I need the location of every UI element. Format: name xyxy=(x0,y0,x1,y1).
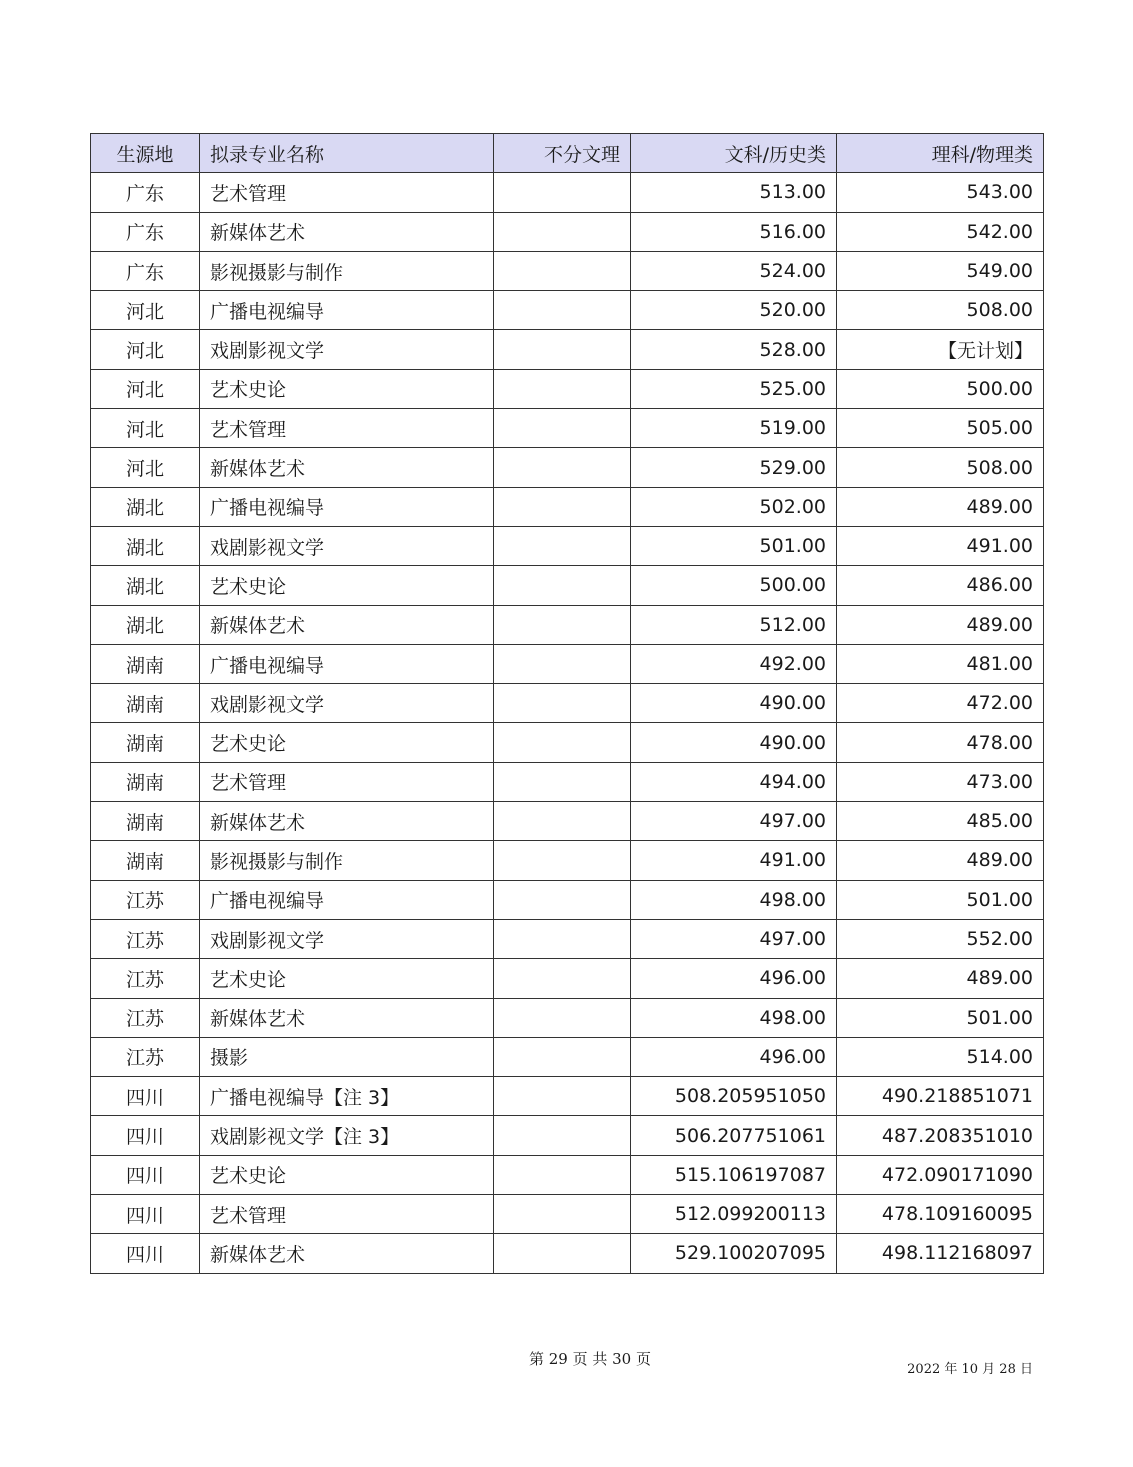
table-row xyxy=(91,998,1044,1037)
cell-science-score: 489.00 xyxy=(837,605,1044,644)
cell-no-division xyxy=(494,251,631,290)
cell-major: 戏剧影视文学【注 3】 xyxy=(200,1116,494,1155)
cell-major: 摄影 xyxy=(200,1037,494,1076)
table-row xyxy=(91,762,1044,801)
cell-province: 江苏 xyxy=(91,998,200,1037)
table-row xyxy=(91,802,1044,841)
header-science-physics: 理科/物理类 xyxy=(837,134,1044,173)
cell-arts-score: 525.00 xyxy=(631,369,837,408)
cell-major: 新媒体艺术 xyxy=(200,448,494,487)
cell-arts-score: 490.00 xyxy=(631,723,837,762)
cell-arts-score: 512.099200113 xyxy=(631,1195,837,1234)
cell-no-division xyxy=(494,487,631,526)
cell-arts-score: 494.00 xyxy=(631,762,837,801)
cell-no-division xyxy=(494,173,631,212)
cell-arts-score: 501.00 xyxy=(631,526,837,565)
cell-arts-score: 508.205951050 xyxy=(631,1077,837,1116)
cell-province: 河北 xyxy=(91,369,200,408)
cell-arts-score: 500.00 xyxy=(631,566,837,605)
cell-no-division xyxy=(494,409,631,448)
cell-major: 戏剧影视文学 xyxy=(200,684,494,723)
cell-no-division xyxy=(494,1155,631,1194)
cell-no-division xyxy=(494,369,631,408)
table-row xyxy=(91,448,1044,487)
cell-province: 河北 xyxy=(91,448,200,487)
table-row xyxy=(91,1116,1044,1155)
cell-science-score: 514.00 xyxy=(837,1037,1044,1076)
cell-major: 广播电视编导 xyxy=(200,487,494,526)
header-no-division: 不分文理 xyxy=(494,134,631,173)
cell-arts-score: 512.00 xyxy=(631,605,837,644)
cell-arts-score: 498.00 xyxy=(631,998,837,1037)
page-date: 2022 年 10 月 28 日 xyxy=(907,1362,1033,1377)
cell-arts-score: 498.00 xyxy=(631,880,837,919)
cell-major: 广播电视编导 xyxy=(200,880,494,919)
cell-no-division xyxy=(494,1195,631,1234)
cell-arts-score: 490.00 xyxy=(631,684,837,723)
cell-no-division xyxy=(494,330,631,369)
cell-province: 河北 xyxy=(91,291,200,330)
cell-arts-score: 506.207751061 xyxy=(631,1116,837,1155)
cell-science-score: 543.00 xyxy=(837,173,1044,212)
cell-no-division xyxy=(494,1077,631,1116)
cell-major: 广播电视编导 xyxy=(200,291,494,330)
cell-science-score: 501.00 xyxy=(837,880,1044,919)
cell-major: 艺术管理 xyxy=(200,173,494,212)
cell-science-score: 542.00 xyxy=(837,212,1044,251)
table-row xyxy=(91,723,1044,762)
cell-province: 湖北 xyxy=(91,605,200,644)
cell-no-division xyxy=(494,998,631,1037)
cell-province: 广东 xyxy=(91,173,200,212)
cell-major: 广播电视编导【注 3】 xyxy=(200,1077,494,1116)
cell-province: 四川 xyxy=(91,1155,200,1194)
cell-major: 广播电视编导 xyxy=(200,644,494,683)
cell-province: 四川 xyxy=(91,1195,200,1234)
cell-no-division xyxy=(494,841,631,880)
cell-science-score: 490.218851071 xyxy=(837,1077,1044,1116)
page-number: 第 29 页 共 30 页 xyxy=(528,1350,651,1368)
cell-arts-score: 502.00 xyxy=(631,487,837,526)
header-province: 生源地 xyxy=(91,134,200,173)
cell-science-score: 481.00 xyxy=(837,644,1044,683)
table-row xyxy=(91,487,1044,526)
cell-no-division xyxy=(494,212,631,251)
table-body xyxy=(91,173,1044,1273)
cell-province: 湖南 xyxy=(91,684,200,723)
cell-major: 影视摄影与制作 xyxy=(200,841,494,880)
cell-science-score: 【无计划】 xyxy=(837,330,1044,369)
cell-major: 影视摄影与制作 xyxy=(200,251,494,290)
table-row xyxy=(91,880,1044,919)
cell-major: 新媒体艺术 xyxy=(200,212,494,251)
cell-science-score: 487.208351010 xyxy=(837,1116,1044,1155)
table-row xyxy=(91,526,1044,565)
cell-no-division xyxy=(494,1234,631,1273)
cell-no-division xyxy=(494,644,631,683)
cell-major: 艺术史论 xyxy=(200,566,494,605)
cell-science-score: 508.00 xyxy=(837,291,1044,330)
cell-no-division xyxy=(494,1116,631,1155)
header-arts-history: 文科/历史类 xyxy=(631,134,837,173)
admission-score-table xyxy=(90,133,1044,1274)
table-row xyxy=(91,1195,1044,1234)
cell-no-division xyxy=(494,723,631,762)
cell-no-division xyxy=(494,605,631,644)
cell-major: 戏剧影视文学 xyxy=(200,330,494,369)
cell-major: 艺术史论 xyxy=(200,369,494,408)
cell-science-score: 501.00 xyxy=(837,998,1044,1037)
cell-province: 湖北 xyxy=(91,526,200,565)
cell-arts-score: 497.00 xyxy=(631,802,837,841)
cell-no-division xyxy=(494,684,631,723)
cell-province: 湖南 xyxy=(91,762,200,801)
table-row xyxy=(91,605,1044,644)
cell-no-division xyxy=(494,880,631,919)
cell-major: 新媒体艺术 xyxy=(200,605,494,644)
cell-science-score: 505.00 xyxy=(837,409,1044,448)
cell-province: 四川 xyxy=(91,1077,200,1116)
table-row xyxy=(91,409,1044,448)
table-row xyxy=(91,1155,1044,1194)
cell-arts-score: 497.00 xyxy=(631,919,837,958)
table-row xyxy=(91,684,1044,723)
cell-no-division xyxy=(494,526,631,565)
cell-science-score: 500.00 xyxy=(837,369,1044,408)
table-row xyxy=(91,369,1044,408)
cell-science-score: 473.00 xyxy=(837,762,1044,801)
cell-science-score: 489.00 xyxy=(837,841,1044,880)
cell-major: 艺术管理 xyxy=(200,1195,494,1234)
cell-no-division xyxy=(494,802,631,841)
cell-province: 江苏 xyxy=(91,1037,200,1076)
cell-major: 戏剧影视文学 xyxy=(200,526,494,565)
cell-arts-score: 524.00 xyxy=(631,251,837,290)
cell-province: 湖北 xyxy=(91,487,200,526)
cell-major: 新媒体艺术 xyxy=(200,802,494,841)
cell-province: 广东 xyxy=(91,212,200,251)
cell-science-score: 498.112168097 xyxy=(837,1234,1044,1273)
header-major: 拟录专业名称 xyxy=(200,134,494,173)
table-row xyxy=(91,330,1044,369)
cell-province: 湖南 xyxy=(91,802,200,841)
cell-no-division xyxy=(494,1037,631,1076)
cell-science-score: 472.00 xyxy=(837,684,1044,723)
cell-arts-score: 496.00 xyxy=(631,959,837,998)
table-row xyxy=(91,566,1044,605)
cell-arts-score: 513.00 xyxy=(631,173,837,212)
cell-no-division xyxy=(494,448,631,487)
table-row xyxy=(91,841,1044,880)
cell-arts-score: 528.00 xyxy=(631,330,837,369)
cell-major: 艺术史论 xyxy=(200,959,494,998)
cell-province: 江苏 xyxy=(91,880,200,919)
table-row xyxy=(91,919,1044,958)
cell-arts-score: 515.106197087 xyxy=(631,1155,837,1194)
cell-major: 艺术管理 xyxy=(200,762,494,801)
cell-province: 湖北 xyxy=(91,566,200,605)
cell-province: 四川 xyxy=(91,1234,200,1273)
cell-science-score: 486.00 xyxy=(837,566,1044,605)
table-row xyxy=(91,251,1044,290)
cell-major: 新媒体艺术 xyxy=(200,998,494,1037)
table-row xyxy=(91,1234,1044,1273)
cell-major: 戏剧影视文学 xyxy=(200,919,494,958)
cell-no-division xyxy=(494,762,631,801)
table-row xyxy=(91,959,1044,998)
cell-arts-score: 491.00 xyxy=(631,841,837,880)
cell-arts-score: 516.00 xyxy=(631,212,837,251)
cell-arts-score: 529.100207095 xyxy=(631,1234,837,1273)
cell-province: 四川 xyxy=(91,1116,200,1155)
cell-major: 新媒体艺术 xyxy=(200,1234,494,1273)
cell-province: 湖南 xyxy=(91,841,200,880)
table-row xyxy=(91,1077,1044,1116)
table-row xyxy=(91,212,1044,251)
cell-science-score: 508.00 xyxy=(837,448,1044,487)
cell-science-score: 552.00 xyxy=(837,919,1044,958)
cell-major: 艺术史论 xyxy=(200,723,494,762)
cell-province: 江苏 xyxy=(91,959,200,998)
cell-science-score: 489.00 xyxy=(837,959,1044,998)
table-row xyxy=(91,1037,1044,1076)
table-row xyxy=(91,644,1044,683)
cell-province: 河北 xyxy=(91,409,200,448)
cell-province: 湖南 xyxy=(91,723,200,762)
table-row xyxy=(91,173,1044,212)
cell-science-score: 491.00 xyxy=(837,526,1044,565)
table-row xyxy=(91,291,1044,330)
cell-major: 艺术管理 xyxy=(200,409,494,448)
cell-no-division xyxy=(494,959,631,998)
cell-arts-score: 520.00 xyxy=(631,291,837,330)
cell-science-score: 478.00 xyxy=(837,723,1044,762)
cell-arts-score: 496.00 xyxy=(631,1037,837,1076)
table-header-row xyxy=(91,134,1044,173)
cell-science-score: 549.00 xyxy=(837,251,1044,290)
cell-arts-score: 519.00 xyxy=(631,409,837,448)
cell-science-score: 472.090171090 xyxy=(837,1155,1044,1194)
cell-no-division xyxy=(494,291,631,330)
cell-science-score: 478.109160095 xyxy=(837,1195,1044,1234)
cell-province: 江苏 xyxy=(91,919,200,958)
cell-no-division xyxy=(494,566,631,605)
cell-province: 河北 xyxy=(91,330,200,369)
cell-science-score: 489.00 xyxy=(837,487,1044,526)
cell-no-division xyxy=(494,919,631,958)
cell-arts-score: 529.00 xyxy=(631,448,837,487)
cell-province: 湖南 xyxy=(91,644,200,683)
cell-major: 艺术史论 xyxy=(200,1155,494,1194)
cell-arts-score: 492.00 xyxy=(631,644,837,683)
cell-province: 广东 xyxy=(91,251,200,290)
cell-science-score: 485.00 xyxy=(837,802,1044,841)
